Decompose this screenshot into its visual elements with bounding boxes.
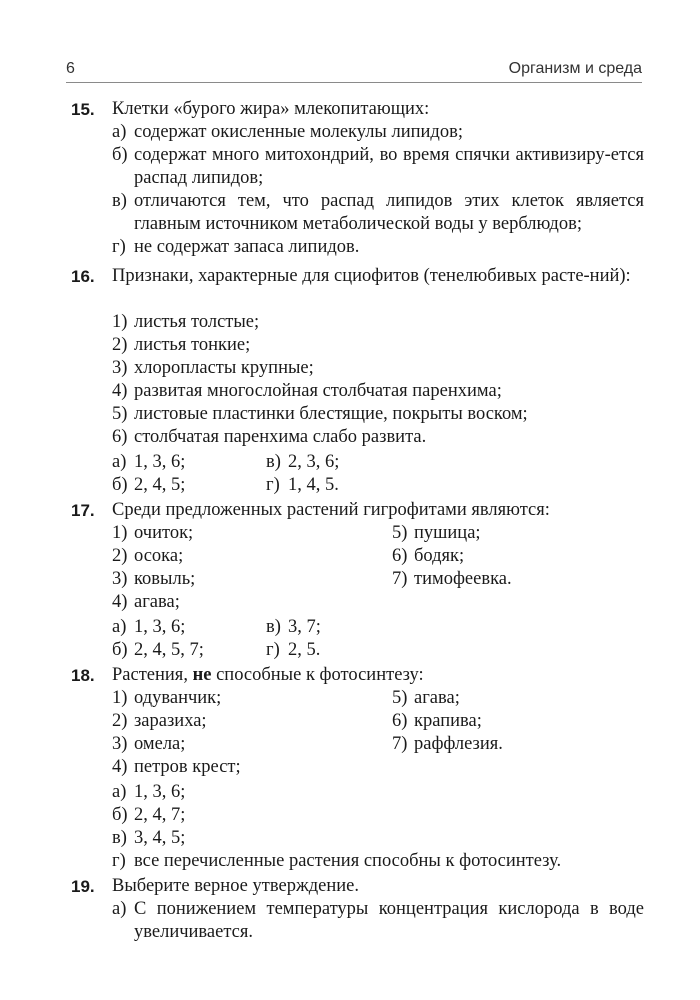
question-17-item-6 — [392, 545, 632, 568]
item-marker: 6) — [392, 546, 408, 566]
item-marker: 5) — [112, 404, 128, 424]
item-marker: 5) — [392, 523, 408, 543]
answer-marker: в) — [112, 828, 127, 848]
question-18-item-6 — [392, 710, 632, 733]
answer-marker: в) — [266, 452, 281, 472]
option-marker: а) — [112, 122, 127, 142]
running-header — [66, 60, 642, 82]
item-text: развитая многослойная столбчатая паренхима; — [134, 381, 502, 401]
answer-text: 1, 3, 6; — [134, 617, 186, 637]
question-18-text-after: способные к фотосинтезу: — [216, 665, 424, 685]
question-19-option-a — [112, 898, 644, 944]
item-text: пушица; — [414, 523, 481, 543]
question-16-number: 16. — [71, 267, 95, 286]
question-16-item-6 — [112, 426, 644, 449]
question-16-item-2 — [112, 334, 644, 357]
option-text: не содержат запаса липидов. — [134, 237, 360, 257]
answer-text: 2, 5. — [288, 640, 321, 660]
item-marker: 7) — [392, 569, 408, 589]
item-text: одуванчик; — [134, 688, 222, 708]
item-text: агава; — [134, 592, 180, 612]
item-text: заразиха; — [134, 711, 207, 731]
item-marker: 4) — [112, 757, 128, 777]
question-17-answer-d — [266, 639, 466, 662]
option-text: отличаются тем, что распад липидов этих клеток является главным источником метаболической воды у верблюдов; — [134, 191, 644, 234]
question-18-text-before: Растения, — [112, 665, 188, 685]
question-17-number: 17. — [71, 501, 95, 520]
answer-marker: г) — [266, 640, 280, 660]
answer-marker: г) — [266, 475, 280, 495]
answer-text: 1, 3, 6; — [134, 782, 186, 802]
item-marker: 6) — [112, 427, 128, 447]
item-text: агава; — [414, 688, 460, 708]
item-marker: 3) — [112, 569, 128, 589]
answer-marker: б) — [112, 475, 128, 495]
item-marker: 4) — [112, 592, 128, 612]
header-rule — [66, 82, 642, 83]
question-16-answer-d — [266, 474, 466, 497]
item-marker: 1) — [112, 312, 128, 332]
question-17-item-4 — [112, 591, 644, 614]
item-text: очиток; — [134, 523, 194, 543]
question-15-text: Клетки «бурого жира» млекопитающих: — [112, 99, 430, 119]
question-15-option-c — [112, 190, 644, 236]
option-text: С понижением температуры концентрация кислорода в воде увеличивается. — [134, 899, 644, 942]
question-17-item-7 — [392, 568, 632, 591]
question-17-item-5 — [392, 522, 632, 545]
question-16-answer-c — [266, 451, 466, 474]
question-18-answer-d — [112, 850, 644, 873]
page-number: 6 — [66, 60, 75, 77]
question-18-answer-c — [112, 827, 644, 850]
item-text: раффлезия. — [414, 734, 503, 754]
option-marker: в) — [112, 191, 127, 211]
answer-marker: б) — [112, 805, 128, 825]
question-15-number: 15. — [71, 100, 95, 119]
question-16-text: Признаки, характерные для сциофитов (тенелюбивых расте-ний): — [112, 266, 631, 286]
item-text: листовые пластинки блестящие, покрыты воском; — [134, 404, 528, 424]
question-16-item-4 — [112, 380, 644, 403]
option-marker: б) — [112, 145, 128, 165]
answer-marker: г) — [112, 851, 126, 871]
answer-text: 1, 4, 5. — [288, 475, 339, 495]
item-text: тимофеевка. — [414, 569, 512, 589]
answer-marker: а) — [112, 782, 127, 802]
item-marker: 3) — [112, 734, 128, 754]
item-text: листья толстые; — [134, 312, 260, 332]
item-text: омела; — [134, 734, 186, 754]
question-19-text: Выберите верное утверждение. — [112, 876, 359, 896]
question-15-option-a — [112, 121, 644, 144]
question-18-text — [112, 664, 644, 687]
answer-text: 2, 4, 5; — [134, 475, 186, 495]
item-marker: 7) — [392, 734, 408, 754]
question-18-answer-b — [112, 804, 644, 827]
item-marker: 1) — [112, 523, 128, 543]
question-15-option-d — [112, 236, 644, 259]
answer-text: 2, 4, 7; — [134, 805, 186, 825]
item-text: бодяк; — [414, 546, 465, 566]
option-text: содержат окисленные молекулы липидов; — [134, 122, 463, 142]
item-text: хлоропласты крупные; — [134, 358, 314, 378]
question-15-option-b — [112, 144, 644, 190]
question-16-item-5 — [112, 403, 644, 426]
section-title: Организм и среда — [508, 60, 642, 77]
question-18-answer-a — [112, 781, 644, 804]
option-marker: а) — [112, 899, 127, 919]
item-marker: 6) — [392, 711, 408, 731]
item-marker: 2) — [112, 546, 128, 566]
item-marker: 3) — [112, 358, 128, 378]
item-marker: 2) — [112, 335, 128, 355]
question-17-answer-c — [266, 616, 466, 639]
item-text: петров крест; — [134, 757, 241, 777]
answer-marker: в) — [266, 617, 281, 637]
item-marker: 2) — [112, 711, 128, 731]
option-marker: г) — [112, 237, 126, 257]
question-18-number: 18. — [71, 666, 95, 685]
answer-text: 1, 3, 6; — [134, 452, 186, 472]
item-marker: 5) — [392, 688, 408, 708]
item-text: ковыль; — [134, 569, 196, 589]
option-text: содержат много митохондрий, во время спячки активизиру-ется распад липидов; — [134, 145, 644, 188]
item-text: листья тонкие; — [134, 335, 251, 355]
answer-text: 3, 7; — [288, 617, 321, 637]
answer-text: все перечисленные растения способны к фотосинтезу. — [134, 851, 562, 871]
question-18-item-4 — [112, 756, 644, 779]
question-16-item-3 — [112, 357, 644, 380]
item-marker: 4) — [112, 381, 128, 401]
item-marker: 1) — [112, 688, 128, 708]
question-18-item-5 — [392, 687, 632, 710]
answer-text: 2, 3, 6; — [288, 452, 340, 472]
question-18-item-7 — [392, 733, 632, 756]
answer-marker: а) — [112, 617, 127, 637]
answer-marker: б) — [112, 640, 128, 660]
question-17-text: Среди предложенных растений гигрофитами являются: — [112, 500, 550, 520]
answer-marker: а) — [112, 452, 127, 472]
question-18-emphasis: не — [192, 665, 212, 685]
question-16-item-1 — [112, 311, 644, 334]
item-text: крапива; — [414, 711, 482, 731]
item-text: столбчатая паренхима слабо развита. — [134, 427, 427, 447]
answer-text: 3, 4, 5; — [134, 828, 186, 848]
question-19-number: 19. — [71, 877, 95, 896]
item-text: осока; — [134, 546, 184, 566]
answer-text: 2, 4, 5, 7; — [134, 640, 204, 660]
